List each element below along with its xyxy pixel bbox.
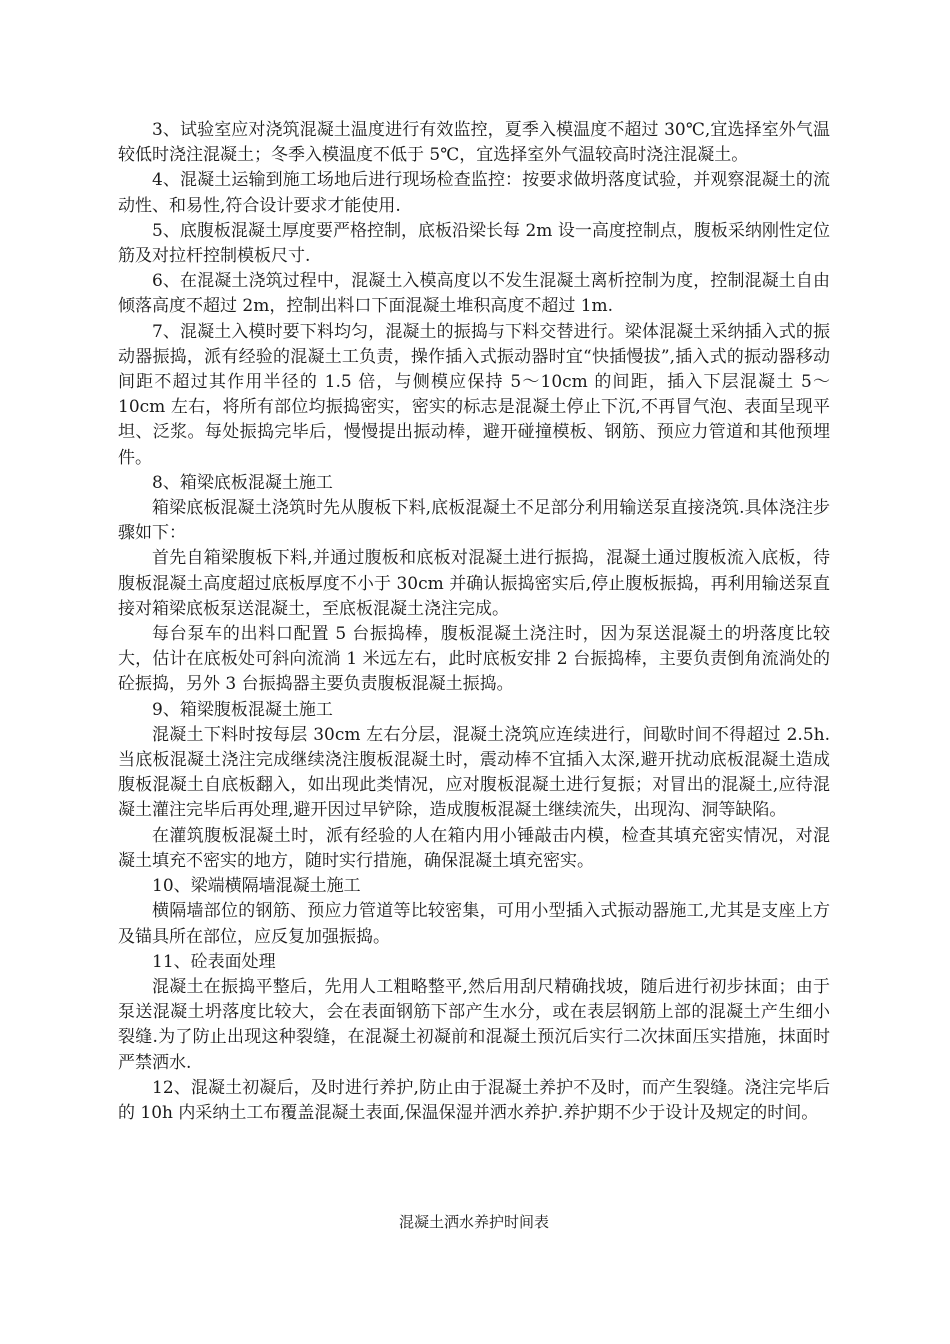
paragraph-item-4: 4、混凝土运输到施工场地后进行现场检查监控：按要求做坍落度试验，并观察混凝土的流动性、和易性,符合设计要求才能使用.: [118, 170, 830, 216]
paragraph-item-5: 5、底腹板混凝土厚度要严格控制，底板沿梁长每 2m 设一高度控制点，腹板采纳刚性定位筋及对拉杆控制模板尺寸.: [118, 220, 830, 267]
paragraph-pump-vibrators: 每台泵车的出料口配置 5 台振捣棒，腹板混凝土浇注时，因为泵送混凝土的坍落度比较大，估计在底板处可斜向流淌 1 米远左右，此时底板安排 2 台振捣棒，主要负责倒角流淌处的砼振捣，另外 3 台振捣器主要负责腹板混凝土振捣。: [118, 624, 830, 695]
paragraph-item-3: 3、试验室应对浇筑混凝土温度进行有效监控，夏季入模温度不超过 30℃,宜选择室外气温较低时浇注混凝土；冬季入模温度不低于 5℃，宜选择室外气温较高时浇注混凝土。: [118, 120, 830, 166]
paragraph-web-layering: 混凝土下料时按每层 30cm 左右分层，混凝土浇筑应连续进行，间歇时间不得超过 2.5h.当底板混凝土浇注完成继续浇注腹板混凝土时，震动棒不宜插入太深,避开扰动底板混凝土造成腹板混凝土自底板翻入，如出现此类情况，应对腹板混凝土进行复振；对冒出的混凝土,应待混凝土灌注完毕后再处理,避开因过早铲除，造成腹板混凝土继续流失，出现沟、洞等缺陷。: [118, 724, 830, 821]
section-heading-11: 11、砼表面处理: [152, 951, 276, 972]
table-caption: 混凝土洒水养护时间表: [398, 1213, 549, 1231]
paragraph-item-7: 7、混凝土入模时要下料均匀，混凝土的振捣与下料交替进行。梁体混凝土采纳插入式的振动器振捣，派有经验的混凝土工负责，操作插入式振动器时宜“快插慢拔”,插入式的振动器移动间距不超过其作用半径的 1.5 倍，与侧模应保持 5～10cm 的间距，插入下层混凝土 5～10cm 左右，将所有部位均振捣密实，密实的标志是混凝土停止下沉,不再冒气泡、表面呈现平坦、泛浆。每处振捣完毕后，慢慢提出振动棒，避开碰撞模板、钢筋、预应力管道和其他预埋件。: [118, 321, 830, 468]
paragraph-web-inspection: 在灌筑腹板混凝土时，派有经验的人在箱内用小锤敲击内模，检查其填充密实情况，对混凝土填充不密实的地方，随时实行措施，确保混凝土填充密实。: [118, 825, 830, 871]
paragraph-item-12: 12、混凝土初凝后，及时进行养护,防止由于混凝土养护不及时，而产生裂缝。浇注完毕后的 10h 内采纳土工布覆盖混凝土表面,保温保湿并洒水养护.养护期不少于设计及规定的时间。: [118, 1077, 830, 1123]
section-heading-10: 10、梁端横隔墙混凝土施工: [152, 876, 361, 897]
paragraph-bottom-slab-intro: 箱梁底板混凝土浇筑时先从腹板下料,底板混凝土不足部分利用输送泵直接浇筑.具体浇注步骤如下：: [118, 498, 830, 544]
document-body: [118, 118, 830, 1126]
paragraph-item-6: 6、在混凝土浇筑过程中，混凝土入模高度以不发生混凝土离析控制为度，控制混凝土自由倾落高度不超过 2m，控制出料口下面混凝土堆积高度不超过 1m.: [118, 271, 830, 317]
paragraph-surface-treatment: 混凝土在振捣平整后，先用人工粗略整平,然后用刮尺精确找坡，随后进行初步抹面；由于泵送混凝土坍落度比较大，会在表面钢筋下部产生水分，或在表层钢筋上部的混凝土产生细小裂缝.为了防止出现这种裂缝，在混凝土初凝前和混凝土预沉后实行二次抹面压实措施，抹面时严禁洒水.: [118, 976, 830, 1073]
section-heading-9: 9、箱梁腹板混凝土施工: [152, 699, 333, 720]
paragraph-diaphragm: 横隔墙部位的钢筋、预应力管道等比较密集，可用小型插入式振动器施工,尤其是支座上方及锚具所在部位，应反复加强振捣。: [118, 901, 830, 947]
section-heading-8: 8、箱梁底板混凝土施工: [152, 472, 333, 493]
paragraph-bottom-slab-steps: 首先自箱梁腹板下料,并通过腹板和底板对混凝土进行振捣，混凝土通过腹板流入底板，待腹板混凝土高度超过底板厚度不小于 30cm 并确认振捣密实后,停止腹板振捣，再利用输送泵直接对箱梁底板泵送混凝土，至底板混凝土浇注完成。: [118, 548, 830, 619]
